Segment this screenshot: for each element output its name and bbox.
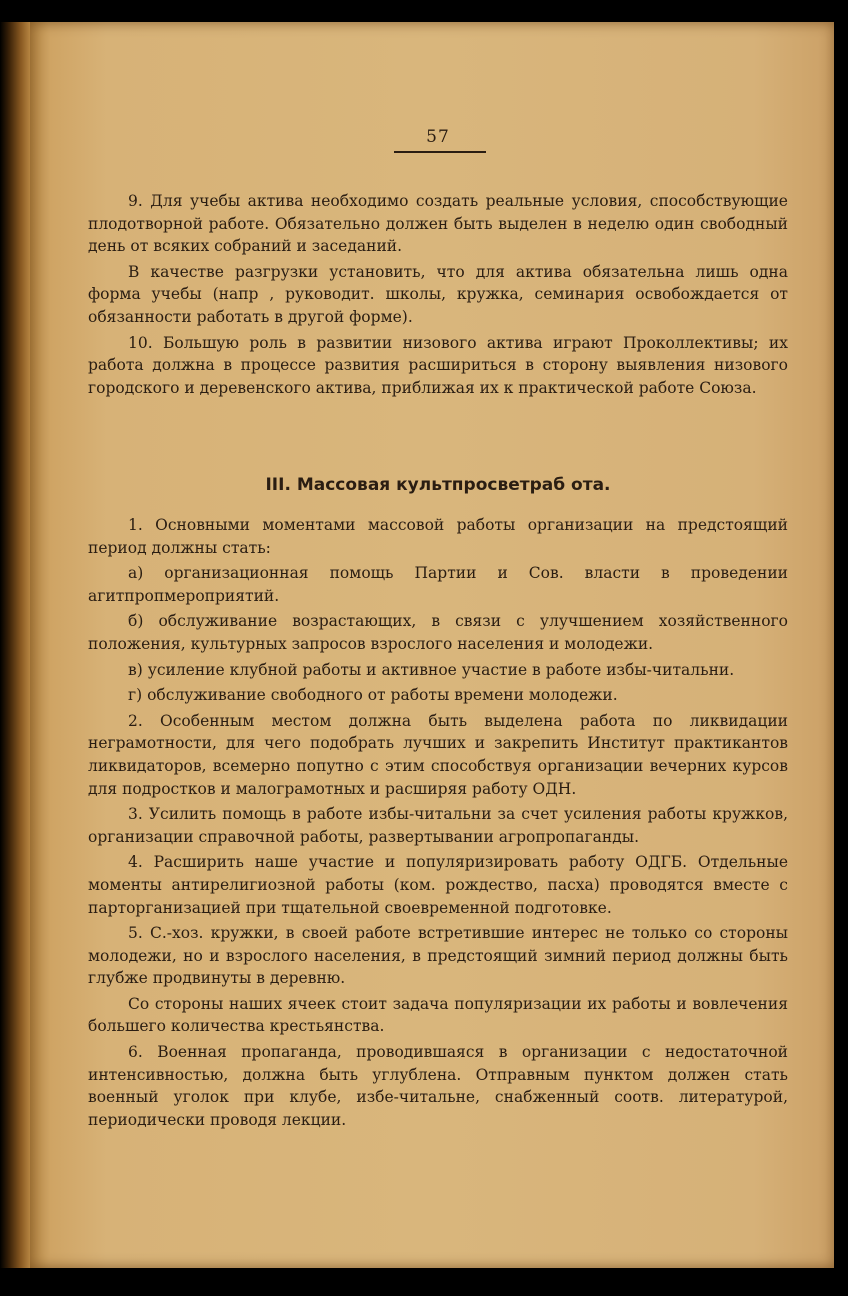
paragraph-1d: г) обслуживание свободного от работы времени молодежи. xyxy=(128,686,618,705)
page-number-rule xyxy=(394,151,486,153)
section-heading: III. Массовая культпросветраб ота. xyxy=(265,475,611,495)
paragraph-unloading: В качестве разгрузки установить, что для актива обязательна лишь одна форма учебы (напр , руководит. школы, кружка, семинария освобождается от обязанности работать в другой форме). xyxy=(88,262,788,326)
paper-sheet xyxy=(26,22,834,1268)
page-number: 57 xyxy=(426,127,450,147)
paragraph-1c: в) усиление клубной работы и активное участие в работе избы-читальни. xyxy=(128,660,735,679)
paragraph-1a: а) организационная помощь Партии и Сов. власти в проведении агитпропмероприятий. xyxy=(88,564,788,605)
paragraph-1: 1. Основными моментами массовой работы организации на предстоящий период должны стать: xyxy=(88,516,788,557)
section-mass-cultural-work xyxy=(88,514,788,1134)
book-spine-shadow xyxy=(0,22,30,1268)
paragraph-10: 10. Большую роль в развитии низового актива играют Проколлективы; их работа должна в процессе развития расшириться в сторону выявления низового городского и деревенского актива, приближая их к практической работе Союза. xyxy=(88,333,788,397)
paragraph-cells: Со стороны наших ячеек стоит задача популяризации их работы и вовлечения большего количества крестьянства. xyxy=(88,994,788,1036)
section-activists-training xyxy=(88,190,788,402)
paragraph-6: 6. Военная пропаганда, проводившаяся в организации с недостаточной интенсивностью, должна быть углублена. Отправным пунктом должен стать военный уголок при клубе, избе-читальне, снабженный соотв. литературой, периодически проводя лекции. xyxy=(88,1043,788,1129)
paragraph-5: 5. С.-хоз. кружки, в своей работе встретившие интерес не только со стороны молодежи, но и взрослого населения, в предстоящий зимний период должны быть глубже продвинуты в деревню. xyxy=(88,924,788,988)
paragraph-9: 9. Для учебы актива необходимо создать реальные условия, способствующие плодотворной работе. Обязательно должен быть выделен в неделю один свободный день от всяких собраний и заседаний. xyxy=(88,192,788,256)
paragraph-1b: б) обслуживание возрастающих, в связи с улучшением хозяйственного положения, культурных запросов взрослого населения и молодежи. xyxy=(88,612,788,653)
paragraph-4: 4. Расширить наше участие и популяризировать работу ОДГБ. Отдельные моменты антирелигиозной работы (ком. рождество, пасха) проводятся вместе с парторганизацией при тщательной своевременной подготовке. xyxy=(88,853,788,917)
paragraph-3: 3. Усилить помощь в работе избы-читальни за счет усиления работы кружков, организации справочной работы, развертывании агропропаганды. xyxy=(88,805,788,846)
paragraph-2: 2. Особенным местом должна быть выделена работа по ликвидации неграмотности, для чего подобрать лучших и закрепить Институт практикантов ликвидаторов, всемерно попутно с этим способствуя организации вечерних курсов для подростков и малограмотных и расширяя работу ОДН. xyxy=(88,711,788,798)
